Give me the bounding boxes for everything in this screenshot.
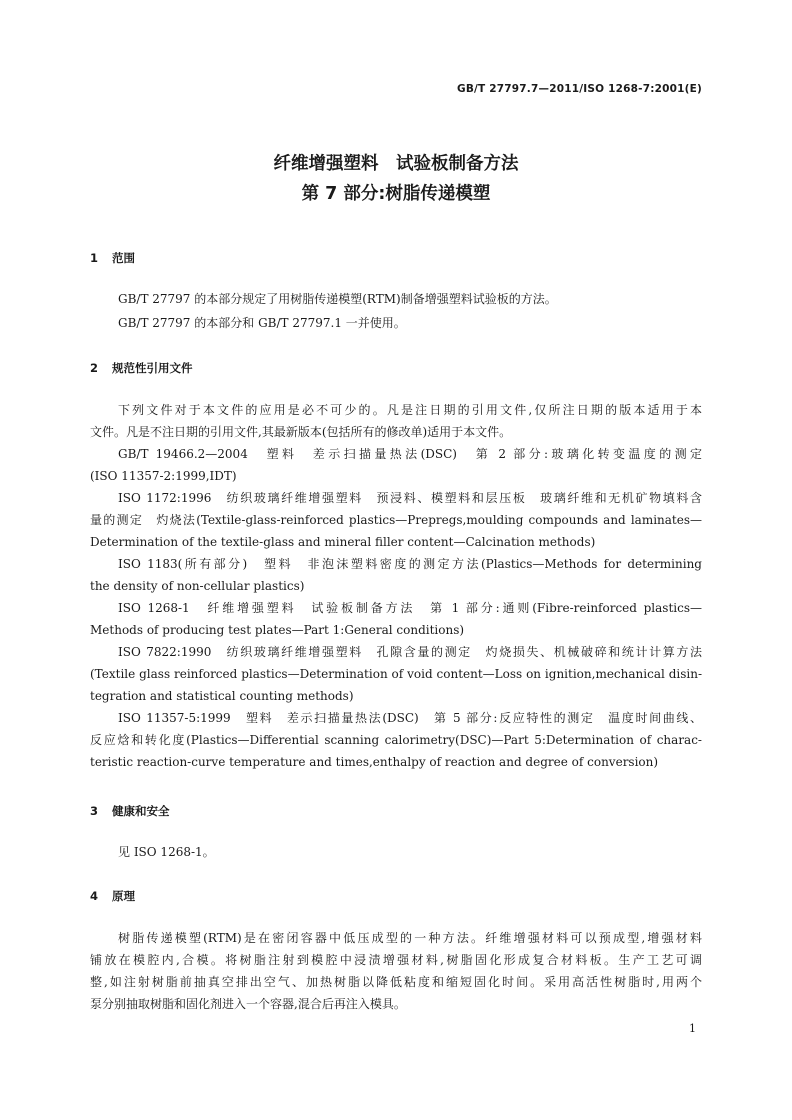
document-code-header: GB/T 27797.7—2011/ISO 1268-7:2001(E): [457, 83, 702, 95]
section-heading-health-and-safety: [90, 803, 170, 819]
page-number: 1: [689, 1022, 696, 1035]
reference-line: ISO 11357-5:1999 塑料 差示扫描量热法(DSC) 第 5 部分:反应特性的测定 温度时间曲线、: [118, 711, 702, 725]
document-title-line2: 第 7 部分:树脂传递模塑: [301, 184, 491, 204]
section-title: 范围: [112, 251, 135, 265]
normative-intro-line: 文件。凡是不注日期的引用文件,其最新版本(包括所有的修改单)适用于本文件。: [90, 425, 512, 439]
principle-line: 树脂传递模塑(RTM)是在密闭容器中低压成型的一种方法。纤维增强材料可以预成型,增强材料: [118, 931, 702, 945]
reference-line: teristic reaction-curve temperature and times,enthalpy of reaction and degree of conversion): [90, 755, 659, 769]
section-number: 2: [90, 361, 99, 375]
reference-line: (Textile glass reinforced plastics—Determination of void content—Loss on ignition,mechanical disin-: [90, 667, 702, 681]
reference-line: ISO 7822:1990 纺织玻璃纤维增强塑料 孔隙含量的测定 灼烧损失、机械破碎和统计计算方法: [118, 645, 702, 659]
section-number: 4: [90, 889, 99, 903]
scope-paragraph-1: GB/T 27797 的本部分规定了用树脂传递模塑(RTM)制备增强塑料试验板的方法。: [118, 292, 557, 306]
section-number: 3: [90, 804, 99, 818]
health-paragraph: 见 ISO 1268-1。: [118, 845, 215, 859]
reference-line: Determination of the textile-glass and mineral filler content—Calcination methods): [90, 535, 596, 549]
section-number: 1: [90, 251, 99, 265]
principle-line: 泵分别抽取树脂和固化剂进入一个容器,混合后再注入模具。: [90, 997, 406, 1011]
document-title-line1: 纤维增强塑料 试验板制备方法: [273, 154, 519, 174]
section-heading-scope: [90, 250, 135, 266]
reference-line: GB/T 19466.2—2004 塑料 差示扫描量热法(DSC) 第 2 部分:玻璃化转变温度的测定: [118, 447, 702, 461]
section-title: 健康和安全: [112, 804, 170, 818]
reference-line: the density of non-cellular plastics): [90, 579, 305, 593]
section-heading-principle: [90, 888, 135, 904]
principle-line: 整,如注射树脂前抽真空排出空气、加热树脂以降低粘度和缩短固化时间。采用高活性树脂时,用两个: [90, 975, 702, 989]
reference-line: ISO 1268-1 纤维增强塑料 试验板制备方法 第 1 部分:通则(Fibre-reinforced plastics—: [118, 601, 702, 615]
reference-line: tegration and statistical counting methods): [90, 689, 354, 703]
section-heading-normative-references: [90, 360, 193, 376]
reference-line: ISO 1183(所有部分) 塑料 非泡沫塑料密度的测定方法(Plastics—Methods for determining: [118, 557, 702, 571]
scope-paragraph-2: GB/T 27797 的本部分和 GB/T 27797.1 一并使用。: [118, 316, 406, 330]
reference-line: ISO 1172:1996 纺织玻璃纤维增强塑料 预浸料、模塑料和层压板 玻璃纤维和无机矿物填料含: [118, 491, 702, 505]
reference-line: Methods of producing test plates—Part 1:General conditions): [90, 623, 465, 637]
normative-intro-line: 下列文件对于本文件的应用是必不可少的。凡是注日期的引用文件,仅所注日期的版本适用于本: [118, 403, 702, 417]
reference-line: 量的测定 灼烧法(Textile-glass-reinforced plastics—Prepregs,moulding compounds and laminates—: [90, 513, 702, 527]
reference-line: 反应焓和转化度(Plastics—Differential scanning calorimetry(DSC)—Part 5:Determination of charac-: [90, 733, 702, 747]
section-title: 原理: [112, 889, 135, 903]
section-title: 规范性引用文件: [112, 361, 193, 375]
reference-line: (ISO 11357-2:1999,IDT): [90, 469, 237, 483]
principle-line: 铺放在模腔内,合模。将树脂注射到模腔中浸渍增强材料,树脂固化形成复合材料板。生产工艺可调: [90, 953, 702, 967]
